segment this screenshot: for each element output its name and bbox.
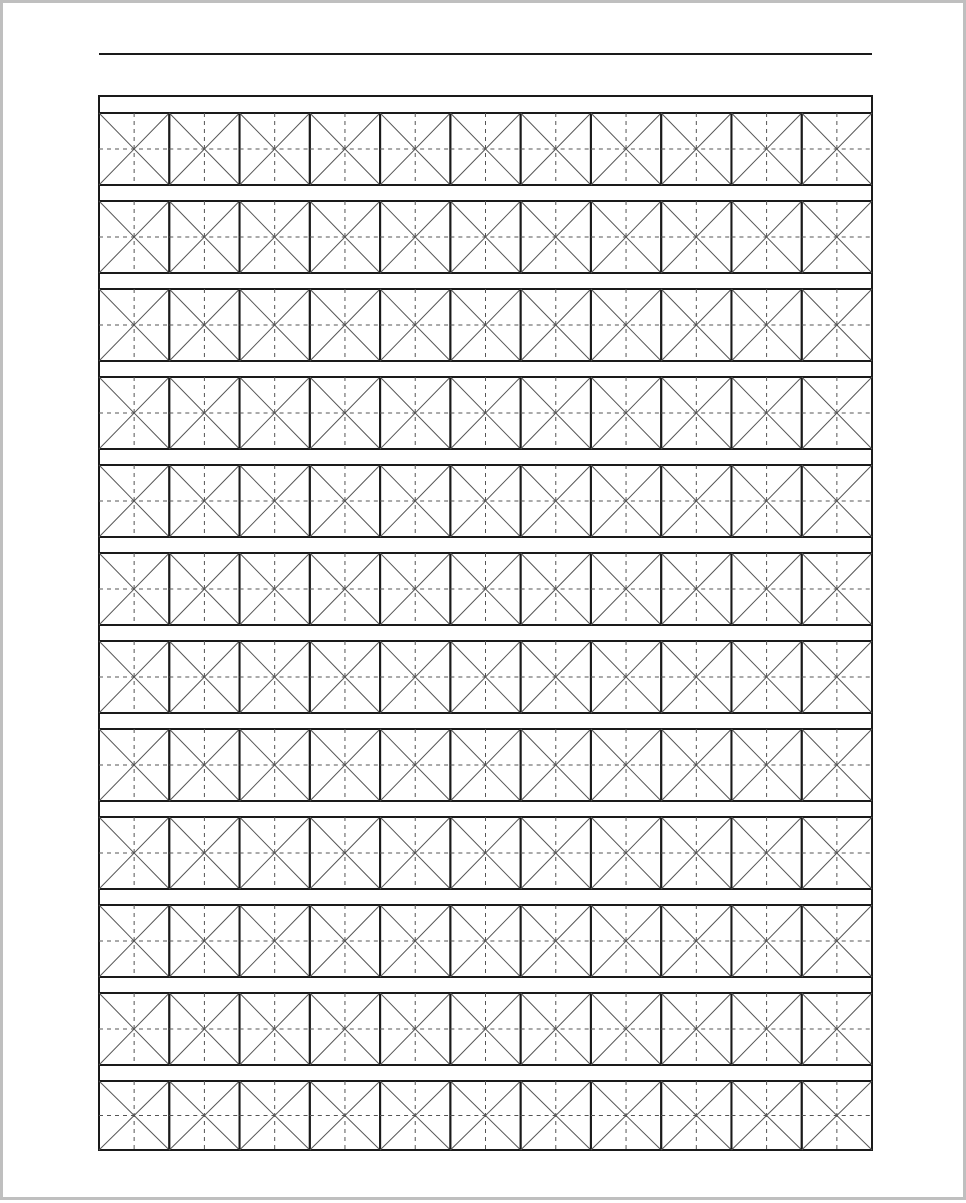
practice-cell[interactable]	[380, 465, 450, 537]
grid-row	[99, 729, 872, 801]
practice-cell[interactable]	[450, 553, 520, 625]
practice-cell[interactable]	[169, 377, 239, 449]
practice-cell[interactable]	[310, 641, 380, 713]
practice-cell[interactable]	[99, 993, 169, 1065]
practice-cell[interactable]	[661, 289, 731, 361]
mi-grid	[3, 3, 966, 1203]
practice-cell[interactable]	[591, 201, 661, 273]
practice-cell[interactable]	[380, 1081, 450, 1150]
practice-cell[interactable]	[169, 729, 239, 801]
practice-cell[interactable]	[591, 817, 661, 889]
practice-cell[interactable]	[240, 553, 310, 625]
practice-cell[interactable]	[240, 1081, 310, 1150]
practice-cell[interactable]	[802, 201, 872, 273]
practice-cell[interactable]	[661, 113, 731, 185]
practice-cell[interactable]	[310, 729, 380, 801]
practice-cell[interactable]	[661, 553, 731, 625]
practice-cell[interactable]	[591, 641, 661, 713]
practice-cell[interactable]	[731, 641, 801, 713]
practice-cell[interactable]	[380, 817, 450, 889]
practice-cell[interactable]	[731, 993, 801, 1065]
practice-cell[interactable]	[521, 993, 591, 1065]
practice-cell[interactable]	[380, 993, 450, 1065]
practice-cell[interactable]	[521, 641, 591, 713]
practice-cell[interactable]	[99, 641, 169, 713]
grid-row	[99, 1081, 872, 1150]
practice-cell[interactable]	[99, 817, 169, 889]
outer-frame	[99, 96, 872, 1150]
practice-cell[interactable]	[731, 1081, 801, 1150]
practice-cell[interactable]	[591, 289, 661, 361]
grid-row	[99, 641, 872, 713]
practice-cell[interactable]	[521, 1081, 591, 1150]
grid-row	[99, 113, 872, 185]
practice-cell[interactable]	[99, 905, 169, 977]
practice-cell[interactable]	[240, 993, 310, 1065]
practice-cell[interactable]	[380, 553, 450, 625]
practice-cell[interactable]	[99, 201, 169, 273]
practice-cell[interactable]	[802, 905, 872, 977]
practice-cell[interactable]	[310, 289, 380, 361]
practice-cell[interactable]	[450, 993, 520, 1065]
practice-cell[interactable]	[169, 289, 239, 361]
practice-cell[interactable]	[240, 377, 310, 449]
practice-cell[interactable]	[380, 905, 450, 977]
practice-cell[interactable]	[240, 465, 310, 537]
practice-cell[interactable]	[802, 641, 872, 713]
practice-cell[interactable]	[240, 289, 310, 361]
practice-cell[interactable]	[380, 729, 450, 801]
practice-cell[interactable]	[450, 201, 520, 273]
practice-cell[interactable]	[450, 1081, 520, 1150]
practice-cell[interactable]	[310, 113, 380, 185]
practice-cell[interactable]	[99, 729, 169, 801]
practice-cell[interactable]	[661, 729, 731, 801]
practice-cell[interactable]	[661, 1081, 731, 1150]
practice-cell[interactable]	[169, 113, 239, 185]
practice-cell[interactable]	[591, 465, 661, 537]
practice-cell[interactable]	[450, 905, 520, 977]
grid-row	[99, 905, 872, 977]
practice-cell[interactable]	[240, 641, 310, 713]
practice-cell[interactable]	[591, 113, 661, 185]
practice-cell[interactable]	[731, 377, 801, 449]
practice-cell[interactable]	[310, 465, 380, 537]
practice-cell[interactable]	[240, 201, 310, 273]
grid-row	[99, 817, 872, 889]
practice-cell[interactable]	[450, 641, 520, 713]
practice-cell[interactable]	[240, 817, 310, 889]
practice-cell[interactable]	[169, 1081, 239, 1150]
practice-cell[interactable]	[169, 553, 239, 625]
practice-cell[interactable]	[731, 465, 801, 537]
practice-cell[interactable]	[521, 465, 591, 537]
grid-row	[99, 377, 872, 449]
grid-row	[99, 993, 872, 1065]
practice-cell[interactable]	[731, 289, 801, 361]
practice-cell[interactable]	[380, 641, 450, 713]
practice-cell[interactable]	[661, 905, 731, 977]
practice-cell[interactable]	[802, 553, 872, 625]
practice-cell[interactable]	[521, 817, 591, 889]
practice-cell[interactable]	[802, 1081, 872, 1150]
practice-cell[interactable]	[591, 905, 661, 977]
practice-cell[interactable]	[99, 465, 169, 537]
grid-row	[99, 201, 872, 273]
practice-cell[interactable]	[521, 113, 591, 185]
practice-cell[interactable]	[169, 817, 239, 889]
practice-cell[interactable]	[661, 465, 731, 537]
grid-row	[99, 289, 872, 361]
practice-cell[interactable]	[380, 377, 450, 449]
practice-cell[interactable]	[450, 113, 520, 185]
practice-cell[interactable]	[591, 729, 661, 801]
practice-cell[interactable]	[591, 993, 661, 1065]
practice-cell[interactable]	[521, 377, 591, 449]
practice-cell[interactable]	[521, 905, 591, 977]
practice-cell[interactable]	[99, 113, 169, 185]
practice-cell[interactable]	[802, 289, 872, 361]
practice-cell[interactable]	[240, 905, 310, 977]
practice-cell[interactable]	[521, 553, 591, 625]
practice-cell[interactable]	[380, 201, 450, 273]
practice-cell[interactable]	[310, 201, 380, 273]
practice-cell[interactable]	[731, 905, 801, 977]
practice-cell[interactable]	[99, 377, 169, 449]
practice-cell[interactable]	[661, 817, 731, 889]
practice-cell[interactable]	[99, 553, 169, 625]
practice-cell[interactable]	[731, 729, 801, 801]
practice-cell[interactable]	[450, 729, 520, 801]
practice-cell[interactable]	[169, 993, 239, 1065]
practice-cell[interactable]	[731, 201, 801, 273]
practice-cell[interactable]	[99, 289, 169, 361]
practice-cell[interactable]	[169, 201, 239, 273]
practice-cell[interactable]	[240, 113, 310, 185]
practice-cell[interactable]	[802, 993, 872, 1065]
practice-cell[interactable]	[591, 377, 661, 449]
practice-cell[interactable]	[450, 817, 520, 889]
practice-cell[interactable]	[450, 465, 520, 537]
practice-cell[interactable]	[169, 465, 239, 537]
practice-cell[interactable]	[591, 1081, 661, 1150]
practice-cell[interactable]	[661, 201, 731, 273]
practice-cell[interactable]	[380, 113, 450, 185]
practice-cell[interactable]	[99, 1081, 169, 1150]
practice-cell[interactable]	[310, 993, 380, 1065]
practice-cell[interactable]	[380, 289, 450, 361]
practice-cell[interactable]	[802, 465, 872, 537]
practice-cell[interactable]	[731, 817, 801, 889]
grid-row	[99, 465, 872, 537]
practice-cell[interactable]	[661, 641, 731, 713]
practice-cell[interactable]	[521, 289, 591, 361]
practice-cell[interactable]	[802, 817, 872, 889]
practice-cell[interactable]	[661, 377, 731, 449]
practice-cell[interactable]	[450, 289, 520, 361]
practice-cell[interactable]	[521, 201, 591, 273]
practice-cell[interactable]	[310, 1081, 380, 1150]
practice-cell[interactable]	[731, 553, 801, 625]
practice-cell[interactable]	[240, 729, 310, 801]
practice-cell[interactable]	[310, 905, 380, 977]
practice-cell[interactable]	[310, 817, 380, 889]
practice-cell[interactable]	[661, 993, 731, 1065]
practice-cell[interactable]	[310, 553, 380, 625]
practice-cell[interactable]	[169, 905, 239, 977]
practice-cell[interactable]	[169, 641, 239, 713]
practice-cell[interactable]	[450, 377, 520, 449]
practice-cell[interactable]	[591, 553, 661, 625]
grid-row	[99, 553, 872, 625]
practice-cell[interactable]	[802, 729, 872, 801]
practice-cell[interactable]	[731, 113, 801, 185]
practice-cell[interactable]	[310, 377, 380, 449]
practice-cell[interactable]	[802, 113, 872, 185]
practice-cell[interactable]	[521, 729, 591, 801]
practice-cell[interactable]	[802, 377, 872, 449]
